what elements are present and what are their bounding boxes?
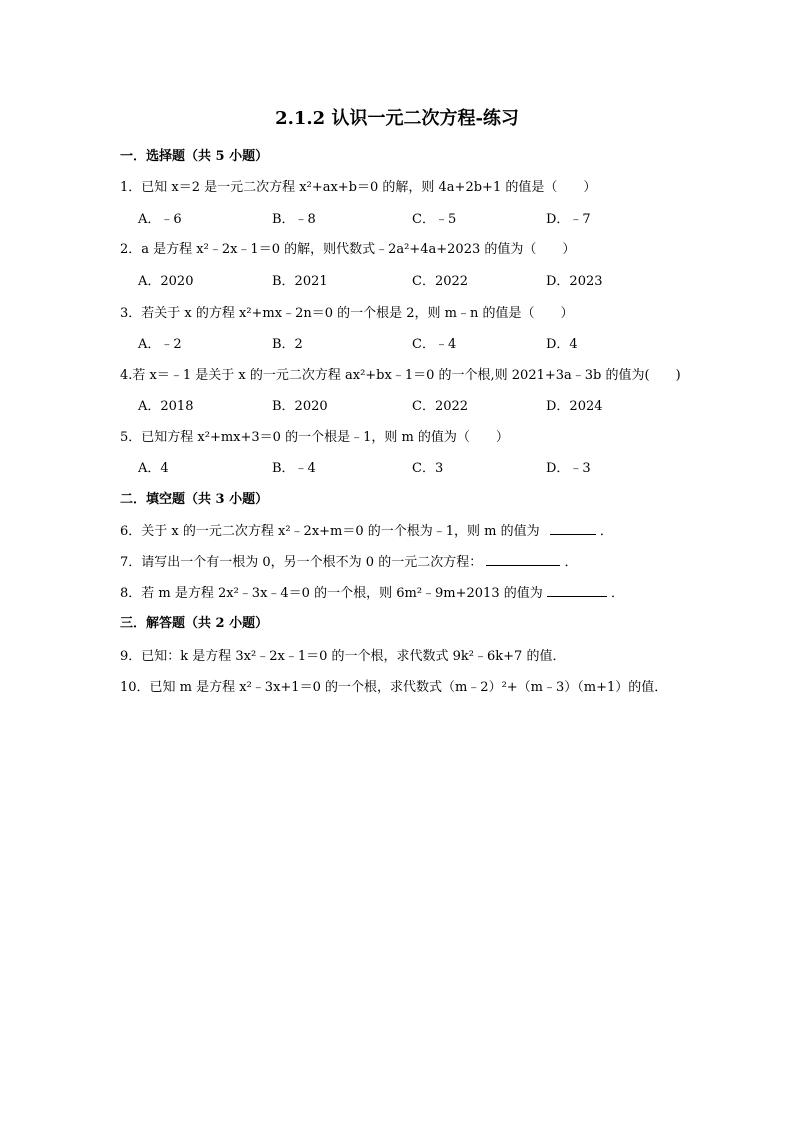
option-a: A．﹣6 <box>138 212 182 227</box>
option-b: B．2 <box>272 337 303 352</box>
section-heading-choice: 一．选择题（共 5 小题） <box>120 149 269 164</box>
option-b: B．2020 <box>272 399 328 414</box>
answer-blank <box>550 522 596 535</box>
option-d: D．4 <box>546 337 578 352</box>
option-d: D．﹣7 <box>546 212 591 227</box>
question-8 <box>120 582 624 601</box>
option-d: D．2023 <box>546 274 603 289</box>
question-7-end: ． <box>564 555 578 570</box>
option-b: B．﹣4 <box>272 461 316 476</box>
option-a: A．2018 <box>138 399 194 414</box>
question-6 <box>120 520 613 539</box>
option-a: A．2020 <box>138 274 194 289</box>
option-c: C．﹣4 <box>412 337 457 352</box>
option-c: C．3 <box>412 461 444 476</box>
option-b: B．﹣8 <box>272 212 316 227</box>
question-9: 9．已知：k 是方程 3x²﹣2x﹣1＝0 的一个根，求代数式 9k²﹣6k+7 的值． <box>120 649 566 664</box>
question-2: 2．a 是方程 x²﹣2x﹣1＝0 的解，则代数式﹣2a²+4a+2023 的值为（ ） <box>120 242 576 257</box>
question-6-end: ． <box>599 524 613 539</box>
section-heading-fill: 二．填空题（共 3 小题） <box>120 492 269 507</box>
question-3: 3．若关于 x 的方程 x²+mx﹣2n＝0 的一个根是 2，则 m﹣n 的值是（ ） <box>120 306 574 321</box>
answer-blank <box>547 584 607 597</box>
option-b: B．2021 <box>272 274 328 289</box>
section-heading-solve: 三．解答题（共 2 小题） <box>120 616 269 631</box>
option-c: C．﹣5 <box>412 212 457 227</box>
option-d: D．2024 <box>546 399 603 414</box>
answer-blank <box>486 553 560 566</box>
question-7-text: 7．请写出一个有一根为 0，另一个根不为 0 的一元二次方程： <box>120 555 483 570</box>
question-4-options <box>0 395 794 415</box>
question-1: 1．已知 x＝2 是一元二次方程 x²+ax+b＝0 的解，则 4a+2b+1 的值是（ ） <box>120 180 597 195</box>
option-c: C．2022 <box>412 399 469 414</box>
question-8-text: 8．若 m 是方程 2x²﹣3x﹣4＝0 的一个根，则 6m²﹣9m+2013 的值为 <box>120 586 543 601</box>
option-a: A．4 <box>138 461 169 476</box>
question-5-options <box>0 457 794 477</box>
question-4: 4.若 x＝﹣1 是关于 x 的一元二次方程 ax²+bx﹣1＝0 的一个根,则 2021+3a﹣3b 的值为( ) <box>120 368 681 383</box>
page-title: 2.1.2 认识一元二次方程-练习 <box>275 108 519 129</box>
question-8-end: ． <box>611 586 625 601</box>
question-7 <box>120 551 578 570</box>
option-d: D．﹣3 <box>546 461 591 476</box>
question-1-options <box>0 208 794 228</box>
question-6-text: 6．关于 x 的一元二次方程 x²﹣2x+m＝0 的一个根为﹣1，则 m 的值为 <box>120 524 540 539</box>
question-10: 10．已知 m 是方程 x²﹣3x+1＝0 的一个根，求代数式（m﹣2）²+（m﹣3）（m+1）的值． <box>120 680 668 695</box>
question-3-options <box>0 333 794 353</box>
question-2-options <box>0 270 794 290</box>
option-a: A．﹣2 <box>138 337 182 352</box>
option-c: C．2022 <box>412 274 469 289</box>
question-5: 5．已知方程 x²+mx+3＝0 的一个根是﹣1，则 m 的值为（ ） <box>120 430 509 445</box>
